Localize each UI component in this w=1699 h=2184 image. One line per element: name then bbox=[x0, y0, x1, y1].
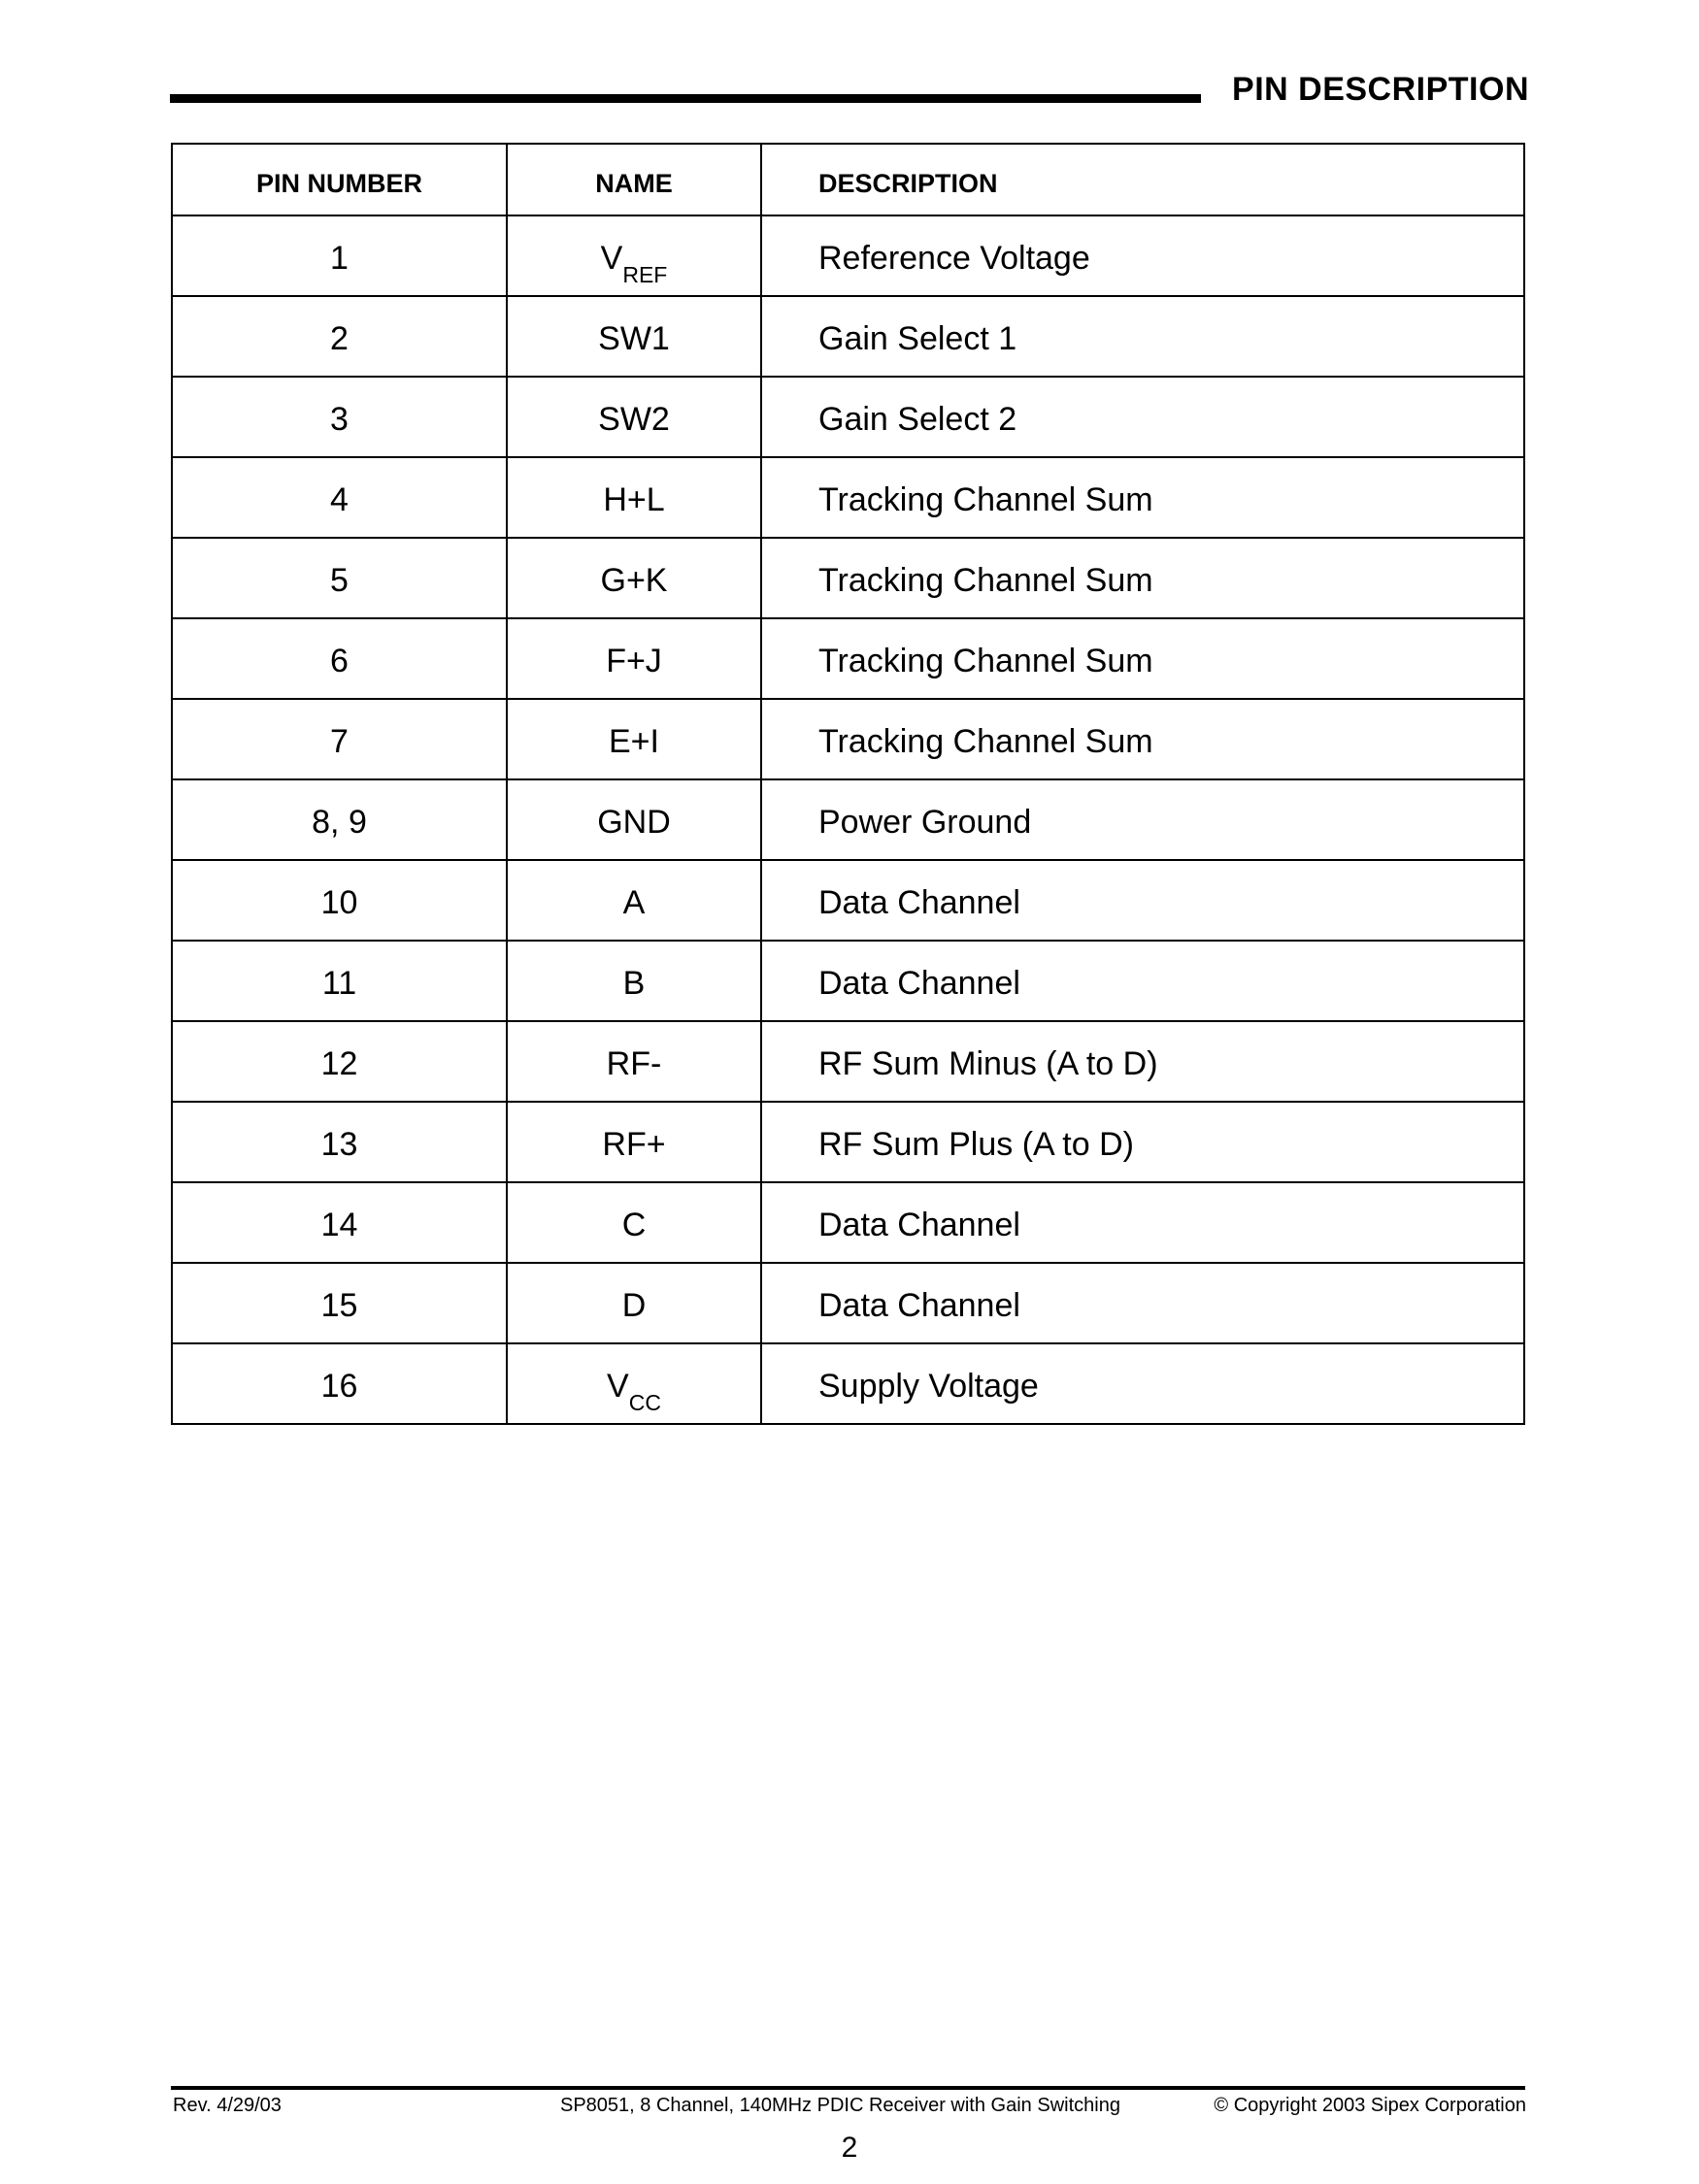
pin-name-cell bbox=[507, 1021, 761, 1102]
footer-copyright: © Copyright 2003 Sipex Corporation bbox=[1214, 2095, 1526, 2116]
pin-description-cell: Data Channel bbox=[761, 941, 1524, 1021]
table-row bbox=[172, 779, 1524, 860]
pin-name-cell bbox=[507, 699, 761, 779]
pin-number-cell: 7 bbox=[172, 699, 507, 779]
table-row bbox=[172, 377, 1524, 457]
pin-number-cell: 1 bbox=[172, 215, 507, 296]
table-row bbox=[172, 1263, 1524, 1343]
pin-name-cell bbox=[507, 1102, 761, 1182]
pin-description-cell: Supply Voltage bbox=[761, 1343, 1524, 1424]
pin-name: H+L bbox=[603, 481, 665, 518]
pin-name-cell bbox=[507, 1182, 761, 1263]
pin-name-cell bbox=[507, 538, 761, 618]
table-row bbox=[172, 1343, 1524, 1424]
pin-description-cell: Tracking Channel Sum bbox=[761, 699, 1524, 779]
pin-name: RF+ bbox=[602, 1126, 666, 1163]
pin-description-table bbox=[171, 143, 1525, 1425]
table-row bbox=[172, 1102, 1524, 1182]
pin-name: G+K bbox=[600, 562, 668, 599]
pin-name: D bbox=[621, 1287, 647, 1324]
pin-name-cell bbox=[507, 377, 761, 457]
table-row bbox=[172, 860, 1524, 941]
pin-description-cell: Tracking Channel Sum bbox=[761, 618, 1524, 699]
pin-description-cell: Data Channel bbox=[761, 1263, 1524, 1343]
table-row bbox=[172, 618, 1524, 699]
page-number: 2 bbox=[841, 2132, 858, 2164]
pin-name-cell bbox=[507, 215, 761, 296]
column-header-pin-number: PIN NUMBER bbox=[172, 144, 507, 215]
pin-description-cell: RF Sum Minus (A to D) bbox=[761, 1021, 1524, 1102]
pin-number-cell: 13 bbox=[172, 1102, 507, 1182]
pin-number-cell: 11 bbox=[172, 941, 507, 1021]
pin-name-cell bbox=[507, 618, 761, 699]
pin-name-subscript: REF bbox=[622, 262, 668, 287]
pin-name: F+J bbox=[606, 643, 662, 679]
pin-number-cell: 10 bbox=[172, 860, 507, 941]
pin-name-cell bbox=[507, 1343, 761, 1424]
pin-number-cell: 8, 9 bbox=[172, 779, 507, 860]
pin-name: C bbox=[621, 1207, 647, 1243]
pin-description-cell: Gain Select 2 bbox=[761, 377, 1524, 457]
table-body bbox=[172, 215, 1524, 1424]
table-header-row bbox=[172, 144, 1524, 215]
pin-name: RF- bbox=[606, 1045, 662, 1082]
pin-number-cell: 2 bbox=[172, 296, 507, 377]
pin-description-cell: Data Channel bbox=[761, 1182, 1524, 1263]
pin-name-cell bbox=[507, 457, 761, 538]
table-row bbox=[172, 1182, 1524, 1263]
pin-description-cell: Data Channel bbox=[761, 860, 1524, 941]
pin-name-cell bbox=[507, 779, 761, 860]
pin-name: V bbox=[600, 240, 623, 277]
footer-rule bbox=[171, 2086, 1525, 2090]
footer-product-title: SP8051, 8 Channel, 140MHz PDIC Receiver with Gain Switching bbox=[560, 2095, 1120, 2116]
pin-name: E+I bbox=[609, 723, 659, 760]
pin-description-cell: Power Ground bbox=[761, 779, 1524, 860]
pin-name-cell bbox=[507, 941, 761, 1021]
section-title: PIN DESCRIPTION bbox=[1232, 71, 1529, 108]
column-header-name: NAME bbox=[507, 144, 761, 215]
pin-description-cell: RF Sum Plus (A to D) bbox=[761, 1102, 1524, 1182]
pin-description-cell: Tracking Channel Sum bbox=[761, 457, 1524, 538]
table-row bbox=[172, 699, 1524, 779]
pin-number-cell: 16 bbox=[172, 1343, 507, 1424]
pin-name: V bbox=[607, 1368, 629, 1405]
pin-number-cell: 3 bbox=[172, 377, 507, 457]
pin-description-cell: Reference Voltage bbox=[761, 215, 1524, 296]
table-row bbox=[172, 457, 1524, 538]
pin-name: A bbox=[622, 884, 646, 921]
pin-description-cell: Tracking Channel Sum bbox=[761, 538, 1524, 618]
pin-number-cell: 15 bbox=[172, 1263, 507, 1343]
pin-description-cell: Gain Select 1 bbox=[761, 296, 1524, 377]
column-header-description: DESCRIPTION bbox=[761, 144, 1524, 215]
pin-name: SW1 bbox=[598, 320, 670, 357]
pin-number-cell: 6 bbox=[172, 618, 507, 699]
header-rule bbox=[170, 94, 1201, 103]
pin-number-cell: 4 bbox=[172, 457, 507, 538]
footer-revision: Rev. 4/29/03 bbox=[173, 2095, 282, 2116]
table-row bbox=[172, 1021, 1524, 1102]
table-row bbox=[172, 296, 1524, 377]
pin-name-subscript: CC bbox=[628, 1390, 661, 1415]
table-row bbox=[172, 215, 1524, 296]
pin-number-cell: 14 bbox=[172, 1182, 507, 1263]
pin-name: SW2 bbox=[598, 401, 670, 438]
pin-name: GND bbox=[597, 804, 671, 841]
table-row bbox=[172, 941, 1524, 1021]
table-row bbox=[172, 538, 1524, 618]
pin-name-cell bbox=[507, 860, 761, 941]
pin-name-cell bbox=[507, 296, 761, 377]
pin-number-cell: 12 bbox=[172, 1021, 507, 1102]
pin-name-cell bbox=[507, 1263, 761, 1343]
pin-number-cell: 5 bbox=[172, 538, 507, 618]
pin-name: B bbox=[622, 965, 646, 1002]
